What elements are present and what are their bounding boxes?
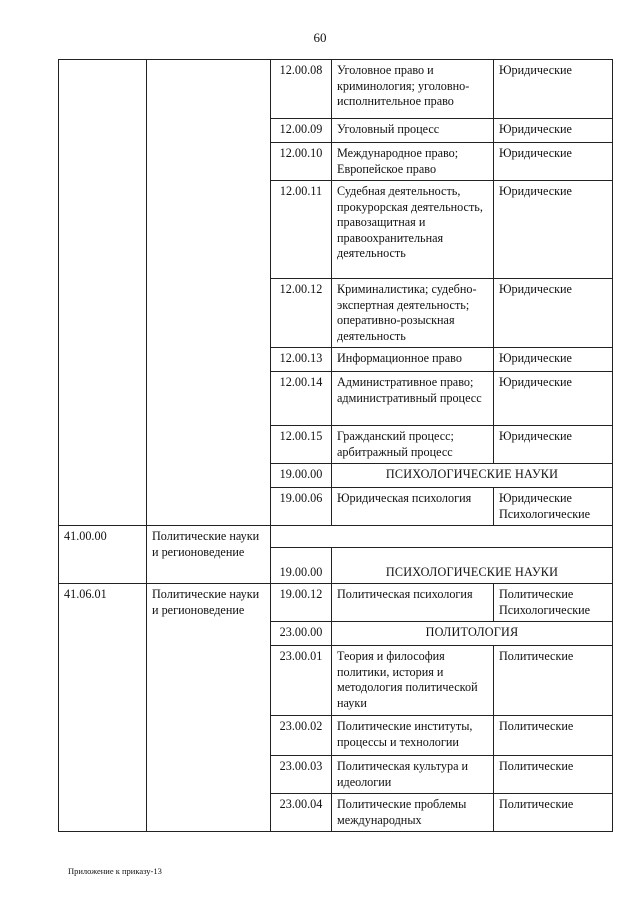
science-branch: Юридические [494,143,613,181]
section-title: ПСИХОЛОГИЧЕСКИЕ НАУКИ [332,548,613,584]
footer-note: Приложение к приказу-13 [68,866,162,876]
specialty-code: 19.00.12 [271,584,332,622]
table-row [59,526,613,548]
direction-code: 41.06.01 [59,584,147,832]
specialty-name: Гражданский процесс; арбитражный процесс [332,426,494,464]
specialty-code: 12.00.15 [271,426,332,464]
science-branch: Юридические Психологические [494,488,613,526]
specialty-code: 23.00.04 [271,794,332,832]
specialty-name: Политические институты, процессы и технологии [332,716,494,756]
science-branch: Политические [494,794,613,832]
table-row [59,584,613,622]
specialty-name: Политические проблемы международных [332,794,494,832]
section-title: ПОЛИТОЛОГИЯ [332,622,613,646]
direction-name: Политические науки и регионоведение [147,584,271,832]
specialty-code: 12.00.14 [271,372,332,426]
specialty-code: 12.00.10 [271,143,332,181]
science-branch: Юридические [494,60,613,119]
specialty-name: Административное право; административный процесс [332,372,494,426]
specialty-name: Международное право; Европейское право [332,143,494,181]
specialty-name: Уголовный процесс [332,119,494,143]
section-code: 23.00.00 [271,622,332,646]
science-branch: Юридические [494,181,613,279]
science-branch: Политические [494,646,613,716]
direction-code: 41.00.00 [59,526,147,584]
specialty-name: Криминалистика; судебно-экспертная деятельность; оперативно-розыскная деятельность [332,279,494,348]
science-branch: Юридические [494,279,613,348]
direction-name: Политические науки и регионоведение [147,526,271,584]
specialties-table [58,59,613,832]
specialty-code: 12.00.12 [271,279,332,348]
section-title: ПСИХОЛОГИЧЕСКИЕ НАУКИ [332,464,613,488]
specialty-name: Теория и философия политики, история и методология политической науки [332,646,494,716]
specialty-name: Уголовное право и криминология; уголовно-исполнительное право [332,60,494,119]
specialty-code: 23.00.02 [271,716,332,756]
science-branch: Юридические [494,348,613,372]
empty-cell [271,526,613,548]
specialty-code: 12.00.09 [271,119,332,143]
science-branch: Политические [494,756,613,794]
specialty-name: Политическая культура и идеологии [332,756,494,794]
science-branch: Юридические [494,119,613,143]
specialty-code: 19.00.06 [271,488,332,526]
science-branch: Политические [494,716,613,756]
empty-cell [147,60,271,526]
specialty-name: Политическая психология [332,584,494,622]
table-row [59,60,613,119]
science-branch: Юридические [494,426,613,464]
specialty-code: 12.00.08 [271,60,332,119]
empty-cell [59,60,147,526]
section-code: 19.00.00 [271,548,332,584]
specialty-name: Информационное право [332,348,494,372]
science-branch: Политические Психологические [494,584,613,622]
science-branch: Юридические [494,372,613,426]
section-code: 19.00.00 [271,464,332,488]
page-number: 60 [313,30,327,45]
specialty-code: 23.00.01 [271,646,332,716]
specialty-name: Судебная деятельность, прокурорская деятельность, правозащитная и правоохранительная деятельность [332,181,494,279]
specialty-code: 12.00.11 [271,181,332,279]
specialty-name: Юридическая психология [332,488,494,526]
specialty-code: 12.00.13 [271,348,332,372]
specialty-code: 23.00.03 [271,756,332,794]
